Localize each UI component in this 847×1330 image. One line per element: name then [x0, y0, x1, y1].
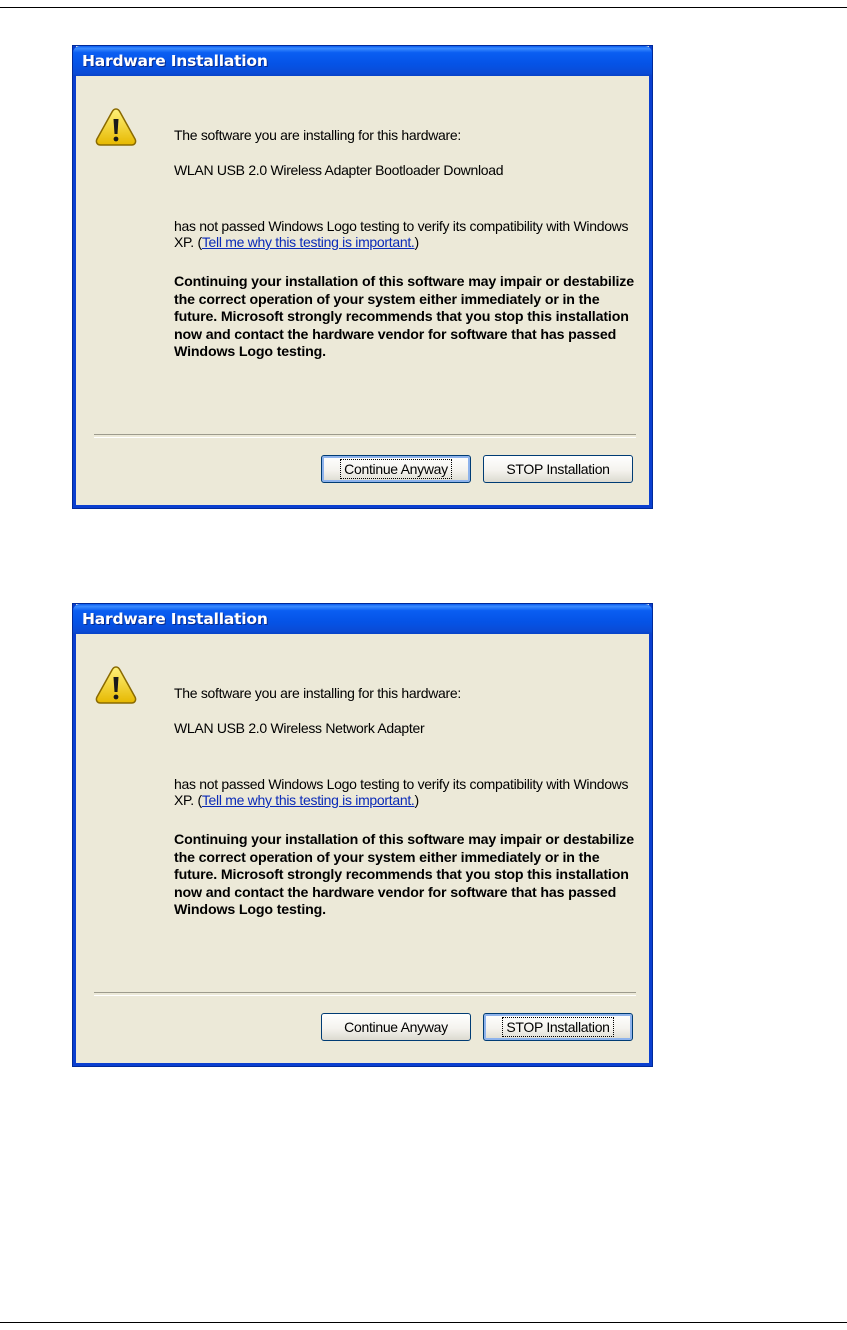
- warning-text: Continuing your installation of this software may impair or destabilize the correct operation of your system either immediately or in the future. Microsoft strongly recommends that you stop this installation now and contact the hardware vendor for software that has passed Windows Logo testing.: [174, 274, 634, 360]
- stop-installation-button[interactable]: [483, 1013, 633, 1041]
- page-bottom-rule: [0, 1322, 847, 1323]
- device-name: WLAN USB 2.0 Wireless Network Adapter: [174, 720, 425, 736]
- warning-text: Continuing your installation of this software may impair or destabilize the correct operation of your system either immediately or in the future. Microsoft strongly recommends that you stop this installation now and contact the hardware vendor for software that has passed Windows Logo testing.: [174, 832, 634, 918]
- continue-anyway-label: Continue Anyway: [344, 1019, 448, 1035]
- logo-testing-note: [174, 776, 634, 808]
- intro-text: The software you are installing for this hardware:: [174, 685, 461, 701]
- dialog-titlebar[interactable]: [73, 604, 652, 634]
- dialog-title: Hardware Installation: [82, 52, 268, 70]
- stop-installation-button[interactable]: [483, 455, 633, 483]
- separator: [94, 434, 636, 438]
- continue-anyway-label: Continue Anyway: [344, 461, 448, 477]
- continue-anyway-button[interactable]: [321, 1013, 471, 1041]
- hardware-installation-dialog-1: [73, 46, 652, 508]
- intro-text: The software you are installing for this hardware:: [174, 127, 461, 143]
- stop-installation-label: STOP Installation: [506, 461, 610, 477]
- dialog-titlebar[interactable]: [73, 46, 652, 76]
- page-top-rule: [0, 7, 847, 8]
- warning-icon: [94, 664, 138, 706]
- why-testing-link[interactable]: Tell me why this testing is important.: [201, 792, 415, 808]
- note-text: has not passed Windows Logo testing to verify its compatibility with Windows XP. (: [174, 776, 629, 808]
- note-close: ): [414, 234, 419, 250]
- hardware-installation-dialog-2: [73, 604, 652, 1066]
- why-testing-link[interactable]: Tell me why this testing is important.: [201, 234, 415, 250]
- device-name: WLAN USB 2.0 Wireless Adapter Bootloader Download: [174, 162, 504, 178]
- warning-icon: [94, 106, 138, 148]
- continue-anyway-button[interactable]: [321, 455, 471, 483]
- logo-testing-note: [174, 218, 634, 250]
- note-text: has not passed Windows Logo testing to verify its compatibility with Windows XP. (: [174, 218, 629, 250]
- separator: [94, 992, 636, 996]
- dialog-title: Hardware Installation: [82, 610, 268, 628]
- note-close: ): [414, 792, 419, 808]
- stop-installation-label: STOP Installation: [506, 1019, 610, 1035]
